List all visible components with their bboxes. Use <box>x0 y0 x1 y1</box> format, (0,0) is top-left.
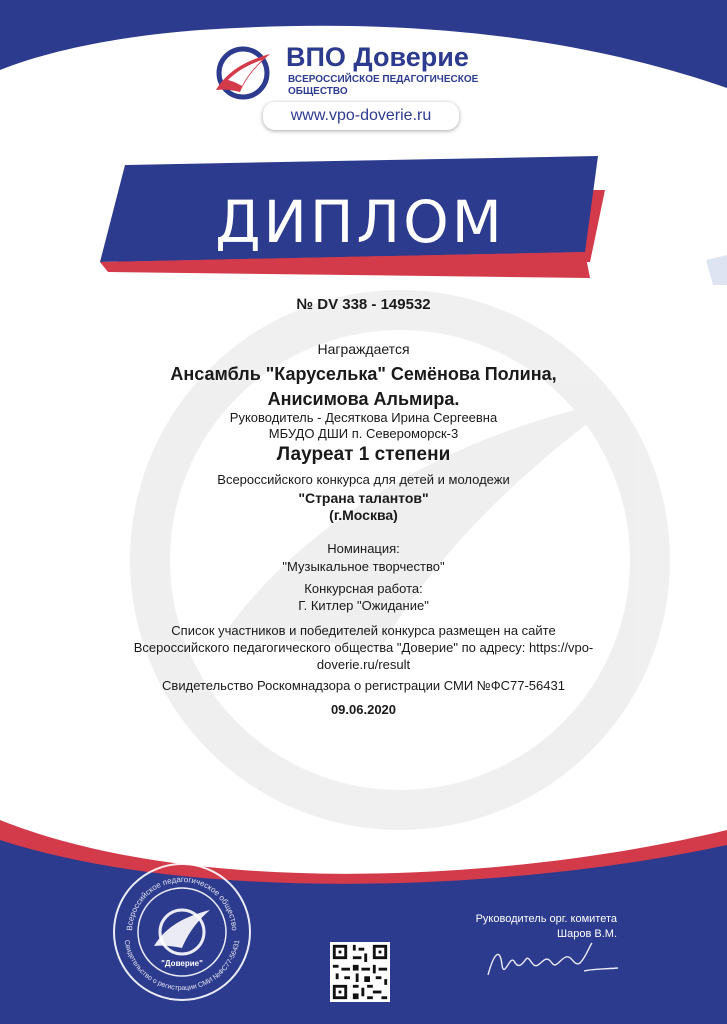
stamp-seal <box>110 860 255 1005</box>
brand-name: ВПО Доверие <box>286 42 469 72</box>
awarded-label: Награждается <box>317 341 410 357</box>
site-link[interactable]: www.vpo-doverie.ru <box>263 102 459 130</box>
recipient-line-1: Ансамбль "Каруселька" Семёнова Полина, <box>170 364 557 384</box>
side-accent <box>706 255 727 285</box>
leader-line-2: МБУДО ДШИ п. Североморск-3 <box>268 426 459 441</box>
stamp-center-text: "Доверие" <box>161 959 203 968</box>
work-label: Конкурсная работа: <box>304 581 423 596</box>
issue-date: 09.06.2020 <box>330 702 397 717</box>
signature-mark <box>480 935 625 990</box>
results-note <box>110 622 617 673</box>
brand-subtitle: ВСЕРОССИЙСКОЕ ПЕДАГОГИЧЕСКОЕ ОБЩЕСТВО <box>288 74 479 97</box>
stamp-bottom-text: Свидетельство о регистрации СМИ №ФС77-56431 <box>122 939 242 993</box>
mass-media-registration: Свидетельство Роскомнадзора о регистрации СМИ №ФС77-56431 <box>162 678 565 693</box>
leader-info <box>110 410 617 442</box>
contest-description: Всероссийского конкурса для детей и молодежи <box>217 472 510 487</box>
results-note-line-2: Всероссийского педагогического общества "Доверие" по адресу: https://vpo- <box>133 640 594 655</box>
signature-role: Руководитель орг. комитета <box>475 913 617 925</box>
results-note-line-3: doverie.ru/result <box>316 657 411 672</box>
contest-city: (г.Москва) <box>329 507 398 523</box>
results-note-line-1: Список участников и победителей конкурса размещен на сайте <box>171 623 556 638</box>
recipient-line-2: Анисимова Альмира. <box>267 389 460 409</box>
award-degree: Лауреат 1 степени <box>276 444 451 465</box>
contest-name: "Страна талантов" <box>298 490 429 506</box>
qr-code-icon[interactable] <box>330 942 390 1002</box>
diploma-number: № DV 338 - 149532 <box>296 296 431 313</box>
logo-swoosh-icon <box>210 40 276 106</box>
work-value: Г. Китлер "Ожидание" <box>298 598 429 613</box>
diploma-title: ДИПЛОМ <box>215 188 505 256</box>
nomination-label: Номинация: <box>327 541 400 556</box>
contest-name-block <box>110 490 617 524</box>
stamp-top-text: Всероссийское педагогическое общество <box>124 874 240 931</box>
nomination-value: "Музыкальное творчество" <box>282 559 445 574</box>
signature-name: Шаров В.М. <box>557 928 617 940</box>
leader-line-1: Руководитель - Десяткова Ирина Сергеевна <box>229 410 498 425</box>
recipient <box>110 362 617 412</box>
